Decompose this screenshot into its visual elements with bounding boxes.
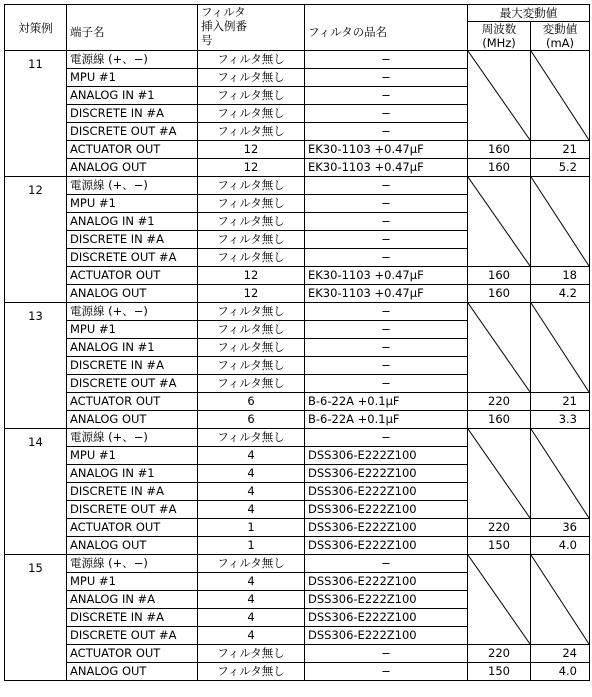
- terminal-name: DISCRETE OUT #A: [67, 627, 198, 645]
- terminal-name: ANALOG OUT: [67, 411, 198, 429]
- filter-name: −: [305, 231, 468, 249]
- insertion-number: フィルタ無し: [198, 249, 305, 267]
- insertion-number: 4: [198, 465, 305, 483]
- terminal-name: DISCRETE IN #A: [67, 231, 198, 249]
- change-value: 21: [531, 141, 590, 159]
- terminal-name: ANALOG OUT: [67, 537, 198, 555]
- table-row: [5, 411, 590, 429]
- insertion-number: 12: [198, 267, 305, 285]
- header-filter: フィルタの品名: [305, 5, 468, 51]
- table-row: [5, 177, 590, 195]
- terminal-name: MPU #1: [67, 69, 198, 87]
- table-row: [5, 645, 590, 663]
- value-slash-cell: [531, 429, 590, 519]
- filter-name: −: [305, 375, 468, 393]
- terminal-name: ANALOG OUT: [67, 663, 198, 681]
- insertion-number: フィルタ無し: [198, 177, 305, 195]
- filter-name: −: [305, 213, 468, 231]
- terminal-name: 電源線 (+、−): [67, 429, 198, 447]
- frequency-slash-cell: [468, 303, 531, 393]
- filter-name: DSS306-E222Z100: [305, 537, 468, 555]
- filter-name: −: [305, 339, 468, 357]
- terminal-name: ACTUATOR OUT: [67, 645, 198, 663]
- filter-name: −: [305, 195, 468, 213]
- table-row: [5, 537, 590, 555]
- terminal-name: ACTUATOR OUT: [67, 267, 198, 285]
- insertion-number: フィルタ無し: [198, 123, 305, 141]
- filter-name: −: [305, 87, 468, 105]
- value-slash-cell: [531, 555, 590, 645]
- terminal-name: ACTUATOR OUT: [67, 519, 198, 537]
- case-number: 14: [5, 429, 67, 555]
- filter-name: −: [305, 69, 468, 87]
- frequency-value: 220: [468, 645, 531, 663]
- diagonal-slash: [531, 51, 589, 140]
- header-insertion: [198, 5, 305, 51]
- table-row: [5, 393, 590, 411]
- terminal-name: MPU #1: [67, 195, 198, 213]
- filter-name: B-6-22A +0.1μF: [305, 393, 468, 411]
- table-body: [5, 51, 590, 681]
- header-frequency: [468, 22, 531, 51]
- filter-name: DSS306-E222Z100: [305, 447, 468, 465]
- insertion-number: フィルタ無し: [198, 555, 305, 573]
- terminal-name: ANALOG IN #1: [67, 213, 198, 231]
- case-number: 13: [5, 303, 67, 429]
- insertion-number: 4: [198, 483, 305, 501]
- insertion-number: 4: [198, 609, 305, 627]
- frequency-value: 160: [468, 159, 531, 177]
- diagonal-slash: [468, 177, 530, 266]
- frequency-value: 160: [468, 141, 531, 159]
- terminal-name: ACTUATOR OUT: [67, 393, 198, 411]
- table-header: [5, 5, 590, 51]
- insertion-number: フィルタ無し: [198, 339, 305, 357]
- insertion-number: 6: [198, 393, 305, 411]
- filter-name: B-6-22A +0.1μF: [305, 411, 468, 429]
- change-value: 24: [531, 645, 590, 663]
- terminal-name: DISCRETE IN #A: [67, 105, 198, 123]
- header-frequency-line: 周波数: [481, 22, 517, 36]
- insertion-number: 6: [198, 411, 305, 429]
- terminal-name: ACTUATOR OUT: [67, 141, 198, 159]
- filter-name: −: [305, 663, 468, 681]
- terminal-name: MPU #1: [67, 321, 198, 339]
- frequency-value: 160: [468, 411, 531, 429]
- terminal-name: ANALOG IN #1: [67, 465, 198, 483]
- value-slash-cell: [531, 51, 590, 141]
- insertion-number: フィルタ無し: [198, 645, 305, 663]
- insertion-number: フィルタ無し: [198, 663, 305, 681]
- insertion-number: 4: [198, 501, 305, 519]
- terminal-name: DISCRETE IN #A: [67, 483, 198, 501]
- diagonal-slash: [531, 177, 589, 266]
- insertion-number: フィルタ無し: [198, 231, 305, 249]
- insertion-number: 1: [198, 537, 305, 555]
- filter-name: −: [305, 51, 468, 69]
- change-value: 5.2: [531, 159, 590, 177]
- header-insertion-line: 号: [201, 33, 213, 47]
- change-value: 18: [531, 267, 590, 285]
- diagonal-slash: [468, 303, 530, 392]
- terminal-name: DISCRETE OUT #A: [67, 501, 198, 519]
- insertion-number: 12: [198, 141, 305, 159]
- change-value: 21: [531, 393, 590, 411]
- terminal-name: DISCRETE IN #A: [67, 609, 198, 627]
- terminal-name: DISCRETE IN #A: [67, 357, 198, 375]
- frequency-value: 160: [468, 267, 531, 285]
- change-value: 4.2: [531, 285, 590, 303]
- value-slash-cell: [531, 177, 590, 267]
- frequency-slash-cell: [468, 429, 531, 519]
- header-frequency-line: (MHz): [482, 36, 516, 50]
- insertion-number: 1: [198, 519, 305, 537]
- diagonal-slash: [468, 429, 530, 518]
- diagonal-slash: [531, 429, 589, 518]
- diagonal-slash: [468, 555, 530, 644]
- header-terminal: 端子名: [67, 5, 198, 51]
- table-row: [5, 159, 590, 177]
- terminal-name: DISCRETE OUT #A: [67, 249, 198, 267]
- filter-name: DSS306-E222Z100: [305, 483, 468, 501]
- frequency-slash-cell: [468, 51, 531, 141]
- filter-name: −: [305, 321, 468, 339]
- diagonal-slash: [531, 555, 589, 644]
- terminal-name: DISCRETE OUT #A: [67, 123, 198, 141]
- terminal-name: 電源線 (+、−): [67, 51, 198, 69]
- insertion-number: フィルタ無し: [198, 69, 305, 87]
- frequency-value: 220: [468, 519, 531, 537]
- insertion-number: フィルタ無し: [198, 357, 305, 375]
- diagonal-slash: [468, 51, 530, 140]
- filter-name: −: [305, 645, 468, 663]
- change-value: 36: [531, 519, 590, 537]
- insertion-number: フィルタ無し: [198, 375, 305, 393]
- insertion-number: フィルタ無し: [198, 429, 305, 447]
- filter-name: EK30-1103 +0.47μF: [305, 159, 468, 177]
- frequency-value: 150: [468, 537, 531, 555]
- table-row: [5, 429, 590, 447]
- filter-name: EK30-1103 +0.47μF: [305, 141, 468, 159]
- filter-name: EK30-1103 +0.47μF: [305, 267, 468, 285]
- terminal-name: ANALOG IN #1: [67, 339, 198, 357]
- header-max-change: 最大変動値: [468, 5, 590, 22]
- frequency-value: 150: [468, 663, 531, 681]
- filter-name: −: [305, 177, 468, 195]
- case-number: 12: [5, 177, 67, 303]
- change-value: 4.0: [531, 663, 590, 681]
- frequency-slash-cell: [468, 177, 531, 267]
- terminal-name: ANALOG IN #1: [67, 87, 198, 105]
- insertion-number: 4: [198, 447, 305, 465]
- terminal-name: 電源線 (+、−): [67, 177, 198, 195]
- insertion-number: 4: [198, 627, 305, 645]
- insertion-number: 4: [198, 591, 305, 609]
- insertion-number: 4: [198, 573, 305, 591]
- insertion-number: フィルタ無し: [198, 213, 305, 231]
- insertion-number: フィルタ無し: [198, 87, 305, 105]
- insertion-number: フィルタ無し: [198, 321, 305, 339]
- table-row: [5, 555, 590, 573]
- insertion-number: フィルタ無し: [198, 195, 305, 213]
- header-insertion-line: フィルタ: [201, 5, 246, 19]
- frequency-value: 220: [468, 393, 531, 411]
- terminal-name: ANALOG IN #A: [67, 591, 198, 609]
- change-value: 4.0: [531, 537, 590, 555]
- change-value: 3.3: [531, 411, 590, 429]
- table-row: [5, 303, 590, 321]
- terminal-name: ANALOG OUT: [67, 159, 198, 177]
- table-row: [5, 51, 590, 69]
- case-number: 11: [5, 51, 67, 177]
- filter-name: DSS306-E222Z100: [305, 465, 468, 483]
- filter-name: DSS306-E222Z100: [305, 573, 468, 591]
- frequency-value: 160: [468, 285, 531, 303]
- filter-name: −: [305, 429, 468, 447]
- table-row: [5, 519, 590, 537]
- value-slash-cell: [531, 303, 590, 393]
- insertion-number: 12: [198, 159, 305, 177]
- terminal-name: MPU #1: [67, 447, 198, 465]
- header-value-line: (mA): [545, 36, 575, 50]
- table-row: [5, 267, 590, 285]
- terminal-name: 電源線 (+、−): [67, 555, 198, 573]
- filter-name: DSS306-E222Z100: [305, 501, 468, 519]
- insertion-number: フィルタ無し: [198, 51, 305, 69]
- diagonal-slash: [531, 303, 589, 392]
- filter-name: −: [305, 357, 468, 375]
- filter-name: −: [305, 249, 468, 267]
- table-row: [5, 141, 590, 159]
- table-row: [5, 285, 590, 303]
- header-insertion-line: 挿入例番: [201, 19, 247, 33]
- filter-results-table: [4, 4, 590, 681]
- filter-name: −: [305, 105, 468, 123]
- filter-name: DSS306-E222Z100: [305, 627, 468, 645]
- case-number: 15: [5, 555, 67, 681]
- terminal-name: DISCRETE OUT #A: [67, 375, 198, 393]
- filter-name: DSS306-E222Z100: [305, 591, 468, 609]
- filter-name: DSS306-E222Z100: [305, 519, 468, 537]
- terminal-name: ANALOG OUT: [67, 285, 198, 303]
- terminal-name: MPU #1: [67, 573, 198, 591]
- header-value-line: 変動値: [542, 22, 578, 36]
- insertion-number: フィルタ無し: [198, 303, 305, 321]
- filter-name: −: [305, 303, 468, 321]
- frequency-slash-cell: [468, 555, 531, 645]
- terminal-name: 電源線 (+、−): [67, 303, 198, 321]
- filter-name: DSS306-E222Z100: [305, 609, 468, 627]
- header-value: [531, 22, 590, 51]
- filter-name: −: [305, 555, 468, 573]
- table-row: [5, 663, 590, 681]
- insertion-number: フィルタ無し: [198, 105, 305, 123]
- insertion-number: 12: [198, 285, 305, 303]
- filter-name: EK30-1103 +0.47μF: [305, 285, 468, 303]
- header-case: 対策例: [5, 5, 67, 51]
- filter-name: −: [305, 123, 468, 141]
